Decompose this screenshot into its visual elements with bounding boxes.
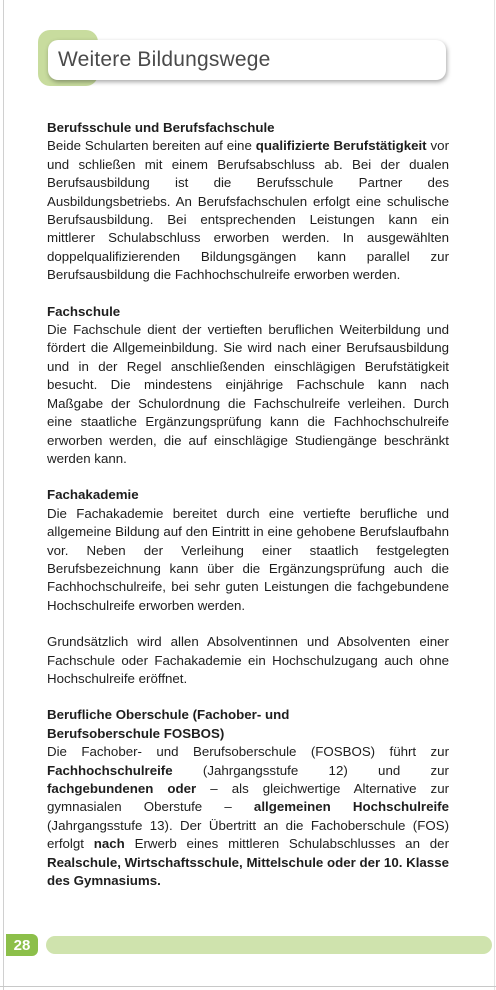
section-heading: Berufsschule und Berufsfachschule <box>47 120 275 135</box>
section-hochschulzugang <box>47 633 449 688</box>
section-oberschule <box>47 706 449 890</box>
text-run: Erwerb eines mittleren Schulabschlusses an der <box>124 836 449 852</box>
text-run: Die Fachober- und Berufsoberschule (FOSBOS) führt zur <box>47 744 449 760</box>
bold-run: nach <box>93 836 125 852</box>
bold-run: Realschule, Wirtschaftsschule, Mittelschule oder der 10. Klasse des Gymnasiums. <box>47 854 449 889</box>
section-paragraph: Die Fachschule dient der vertieften beruflichen Weiterbildung und fördert die Allgemeinbildung. Sie wird nach einer Berufsausbildung und in der Regel anschließenden einschlägigen Berufstätigkeit besucht. Die mindestens einjährige Fachschule kann nach Maßgabe der Schulordnung die Fachschulreife verleihen. Durch eine staatliche Ergänzungsprüfung kann die Fachhochschulreife erworben werden, die auf einschlägige Studiengänge beschränkt werden kann. <box>47 322 449 466</box>
left-page-edge <box>3 0 4 990</box>
page-number: 28 <box>6 934 38 956</box>
footer-bar <box>46 936 492 954</box>
section-berufsschule <box>47 119 449 285</box>
title-box <box>48 40 446 80</box>
section-paragraph <box>47 743 449 890</box>
bottom-page-edge <box>0 986 496 987</box>
right-page-edge <box>494 0 495 990</box>
bold-run: fachgebundenen oder <box>47 781 197 796</box>
section-heading: Fachschule <box>47 303 121 319</box>
section-fachschule <box>47 303 449 469</box>
section-paragraph: Grundsätzlich wird allen Absolventinnen und Absolventen einer Fachschule oder Fachakademie ein Hochschulzugang auch ohne Hochschulreife eröffnet. <box>47 634 449 686</box>
text-run: vor und schließen mit einem Berufsabschluss ab. Bei der dualen Berufsausbildung ist die Berufsschule Partner des Ausbildungsbetriebs. An Berufsfachschulen erfolgt eine schulische Berufsausbildung. Bei entsprechenden Leistungen kann ein mittlerer Schulabschluss erworben werden. In ausgewählten doppelqualifizierenden Bildungsgängen kann parallel zur Berufsausbildung die Fachhochschulreife erworben werden. <box>47 138 449 283</box>
section-fachakademie <box>47 486 449 615</box>
page-footer <box>0 934 496 958</box>
text-run: – als gleichwertige Alternative zur gymnasialen Oberstufe – <box>47 781 450 815</box>
bold-run: Fachhochschulreife <box>47 762 173 778</box>
bold-run: allgemeinen Hochschulreife <box>253 799 449 815</box>
title-banner <box>38 30 450 86</box>
section-heading: Berufliche Oberschule (Fachober- und <box>47 707 290 723</box>
section-paragraph: Die Fachakademie bereitet durch eine vertiefte berufliche und allgemeine Bildung auf den Eintritt in eine gehobene Berufslaufbahn vor. Neben der Verleihung einer staatlich festgelegten Berufsbezeichnung kann über die Ergänzungsprüfung auch die Fachhochschulreife, bei sehr guten Leistungen die fachgebundene Hochschulreife erworben werden. <box>47 505 449 613</box>
bold-run: qualifizierte Berufstätigkeit <box>255 138 427 154</box>
section-paragraph <box>47 137 449 284</box>
section-heading: Fachakademie <box>47 487 139 503</box>
text-run: (Jahrgangsstufe 13). Der Übertritt an die Fachoberschule (FOS) erfolgt <box>47 817 449 852</box>
text-run: (Jahrgangsstufe 12) und zur <box>172 762 449 778</box>
section-heading: Berufsoberschule FOSBOS) <box>47 725 225 741</box>
text-run: Beide Schularten bereiten auf eine <box>47 138 256 154</box>
main-content <box>47 119 449 908</box>
page-title: Weitere Bildungswege <box>58 48 271 71</box>
